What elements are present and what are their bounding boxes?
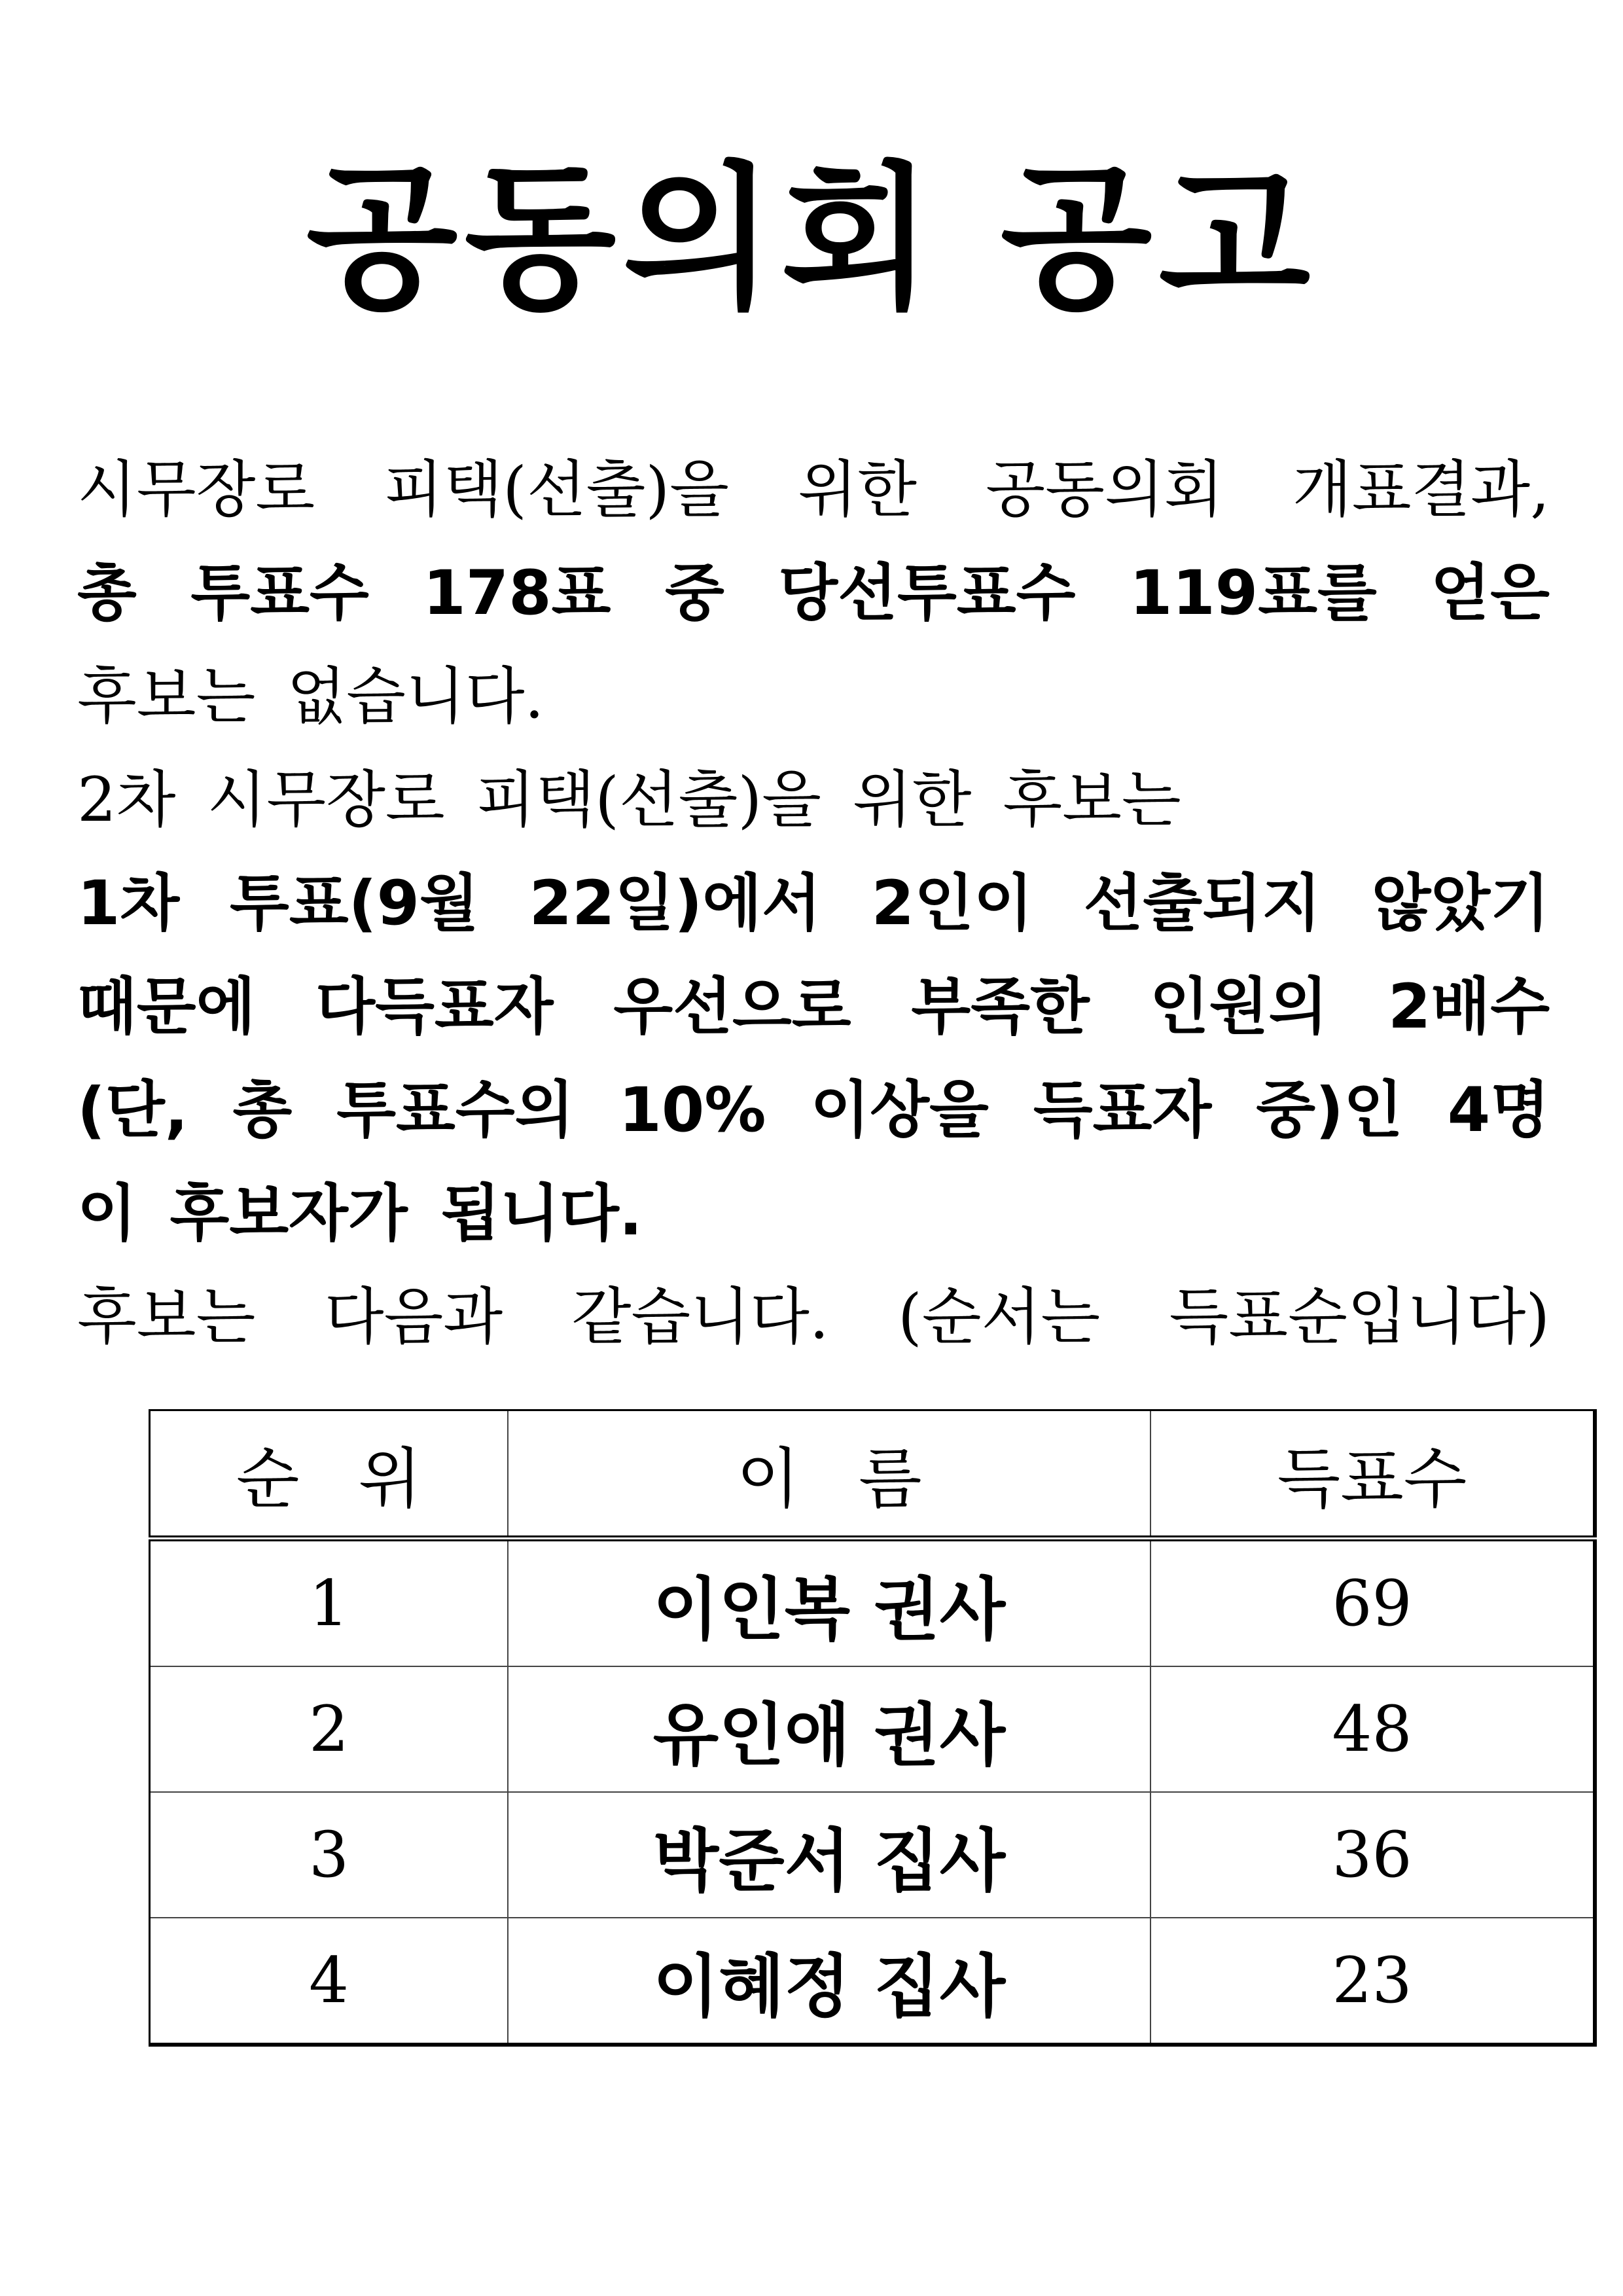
cell-votes: 69 xyxy=(1150,1539,1595,1667)
notice-line-9: 후보는 다음과 같습니다. (순서는 득표순입니다) xyxy=(77,1282,1550,1353)
cell-votes: 23 xyxy=(1150,1918,1595,2045)
notice-line-7: (단, 총 투표수의 10% 이상을 득표자 중)인 4명 xyxy=(77,1075,1550,1146)
table-row xyxy=(150,1792,1596,1918)
notice-line-5: 1차 투표(9월 22일)에서 2인이 선출되지 않았기 xyxy=(77,868,1550,939)
header-name: 이름 xyxy=(508,1410,1150,1539)
notice-line-3: 후보는 없습니다. xyxy=(77,661,544,732)
cell-name: 박준서 집사 xyxy=(508,1792,1150,1918)
cell-rank: 2 xyxy=(150,1666,508,1792)
notice-line-4: 2차 시무장로 피택(선출)을 위한 후보는 xyxy=(77,764,1181,836)
cell-rank: 3 xyxy=(150,1792,508,1918)
cell-votes: 36 xyxy=(1150,1792,1595,1918)
cell-name: 이혜정 집사 xyxy=(508,1918,1150,2045)
page-title: 공동의회 공고 xyxy=(306,147,1317,331)
table-row xyxy=(150,1539,1596,1667)
candidate-table xyxy=(149,1409,1597,2047)
notice-line-6: 때문에 다득표자 우선으로 부족한 인원의 2배수 xyxy=(77,971,1550,1043)
cell-rank: 1 xyxy=(150,1539,508,1667)
cell-votes: 48 xyxy=(1150,1666,1595,1792)
header-rank: 순위 xyxy=(150,1410,508,1539)
notice-line-8: 이 후보자가 됩니다. xyxy=(77,1178,643,1249)
cell-name: 유인애 권사 xyxy=(508,1666,1150,1792)
cell-name: 이인복 권사 xyxy=(508,1539,1150,1667)
notice-body xyxy=(77,439,1550,1369)
table-row xyxy=(150,1918,1596,2045)
header-votes: 득표수 xyxy=(1150,1410,1595,1539)
cell-rank: 4 xyxy=(150,1918,508,2045)
table-row xyxy=(150,1666,1596,1792)
candidate-table-wrapper xyxy=(149,1409,1597,2047)
notice-line-1: 시무장로 피택(선출)을 위한 공동의회 개표결과, xyxy=(77,454,1550,526)
table-header-row xyxy=(150,1410,1596,1539)
notice-line-2: 총 투표수 178표 중 당선투표수 119표를 얻은 xyxy=(77,558,1550,629)
